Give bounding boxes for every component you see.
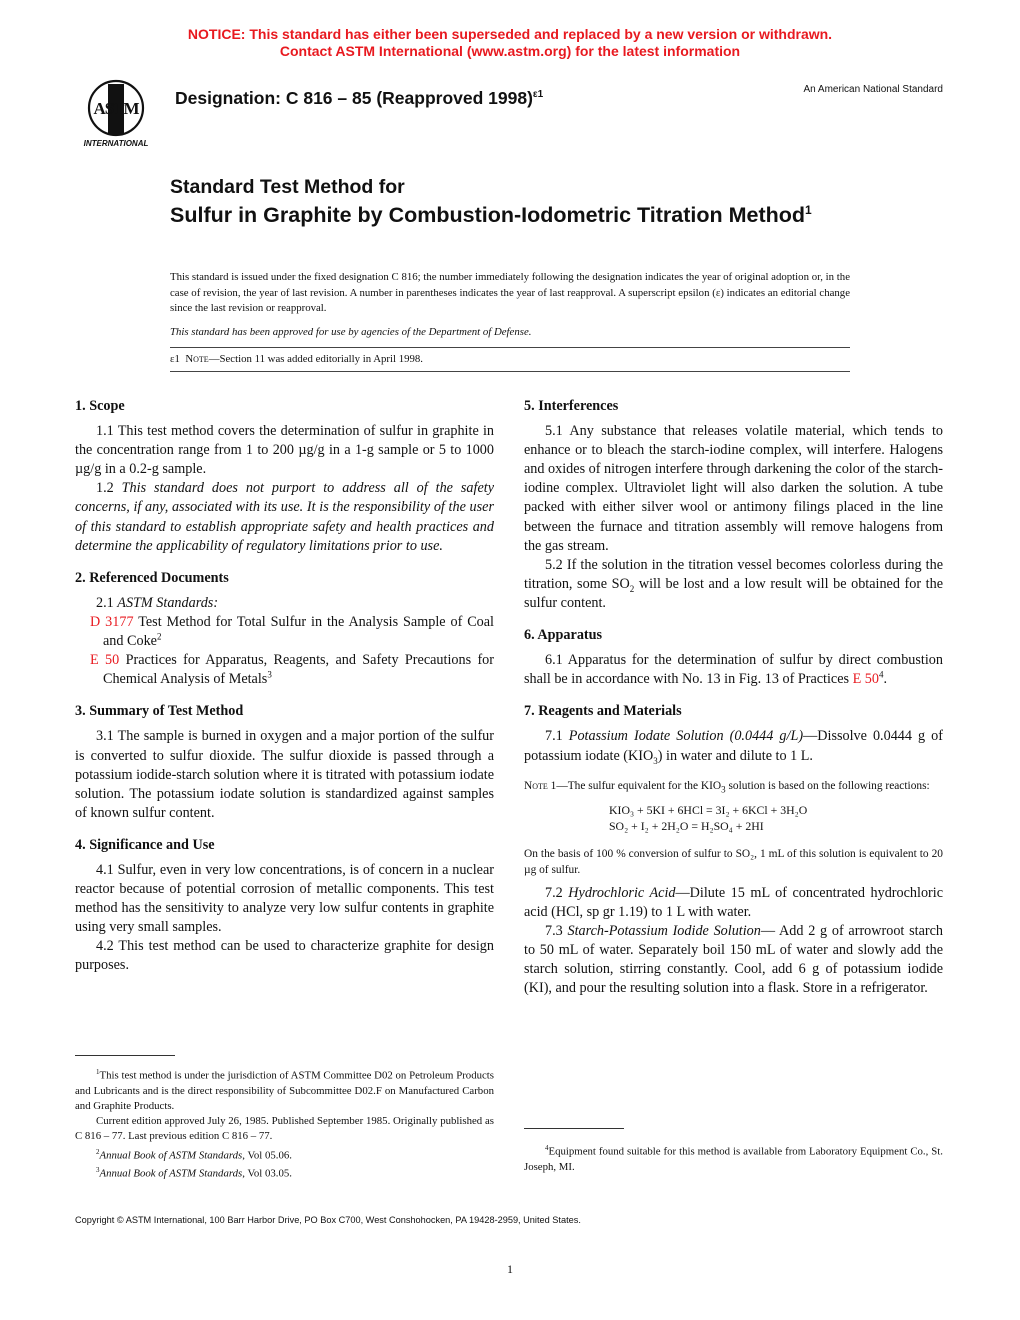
american-national-standard: An American National Standard bbox=[803, 84, 943, 95]
paragraph: 7.3 Starch-Potassium Iodide Solution— Add 2 g of arrowroot starch to 50 mL of water. Separately boil 150 mL of water and slowly add the starch solution, stirring constantly. Cool, add 6 g of potassium iodide (KI), and pour the resulting solution into a flask. Store in a refrigerator. bbox=[524, 922, 943, 997]
paragraph: 7.1 Potassium Iodate Solution (0.0444 g/L)—Dissolve 0.0444 g of potassium iodate $(KIO_3)$ in water and dilute to 1 L. bbox=[524, 728, 943, 766]
logo-caption: INTERNATIONAL bbox=[83, 139, 149, 148]
section-heading: 2. Referenced Documents bbox=[75, 569, 229, 586]
equation-2: SO₂ + I₂ + 2H₂O = H₂SO₄ + 2HI bbox=[609, 818, 764, 833]
paragraph: 2.1 ASTM Standards: bbox=[96, 594, 219, 611]
paragraph: 3.1 The sample is burned in oxygen and a major portion of the sulfur is converted to sulfur dioxide. The sulfur dioxide is passed through a potassium iodide-starch solution where it is titrated with potassium iodate solution. The potassium iodate solution is standardized against samples of known sulfur content. bbox=[75, 728, 494, 821]
section-heading: 1. Scope bbox=[75, 398, 125, 414]
notice-line-2: Contact ASTM International (www.astm.org) for the latest information bbox=[279, 43, 741, 59]
footnotes-right bbox=[524, 1141, 943, 1175]
section-heading: 6. Apparatus bbox=[524, 627, 603, 644]
footnote-rule bbox=[75, 1055, 175, 1056]
footnote: Current edition approved July 26, 1985. Published September 1985. Originally published as C 816 – 77. Last previous edition C 816 – 77. bbox=[75, 1115, 494, 1143]
section-heading: 4. Significance and Use bbox=[75, 836, 215, 853]
note-1: Note 1—The sulfur equivalent for the $KIO_3$ solution is based on the following reactions: bbox=[524, 779, 930, 794]
paragraph: 7.2 Hydrochloric Acid—Dilute 15 mL of concentrated hydrochloric acid (HCl, sp gr 1.19) to 1 L with water. bbox=[524, 884, 943, 920]
paragraph: 4.1 Sulfur, even in very low concentrations, is of concern in a nuclear reactor because of potential corrosion of metallic components. This test method has the sensitivity to analyze very low sulfur contents in graphite using very small samples. bbox=[75, 861, 494, 936]
footnote: $^2$Annual Book of ASTM Standards, Vol 05.06. bbox=[96, 1147, 292, 1162]
paragraph: 1.2 This standard does not purport to address all of the safety concerns, if any, associated with its use. It is the responsibility of the user of this standard to establish appropriate safety and health practices and determine the applicability of regulatory limitations prior to use. bbox=[75, 480, 494, 554]
logo-letters: ASTM bbox=[93, 99, 139, 118]
footnote: $^1$This test method is under the jurisdiction of ASTM Committee D02 on Petroleum Products and Lubricants and is the direct responsibility of Subcommittee D02.F on Manufactured Carbon and Graphite Products. bbox=[75, 1068, 494, 1112]
divider bbox=[170, 347, 850, 348]
issuance-statement: This standard is issued under the fixed designation C 816; the number immediately following the designation indicates the year of original adoption or, in the case of revision, the year of last revision. A number in parentheses indicates the year of last reapproval. A superscript epsilon (ε) indicates an editorial change since the last revision or reapproval. bbox=[170, 271, 850, 314]
section-heading: 3. Summary of Test Method bbox=[75, 703, 244, 720]
page-number: 1 bbox=[507, 1262, 513, 1276]
paragraph: 1.1 This test method covers the determination of sulfur in graphite in the concentration range from 1 to 200 µg/g in a 1-g sample or 5 to 1000 µg/g in a 0.2-g sample. bbox=[75, 423, 494, 478]
designation: Designation: C 816 – 85 (Reapproved 1998)$^{\varepsilon 1}$ bbox=[175, 88, 544, 108]
copyright: Copyright © ASTM International, 100 Barr Harbor Drive, PO Box C700, West Conshohocken, PA 19428-2959, United States. bbox=[75, 1215, 581, 1225]
withdrawal-notice bbox=[0, 26, 1020, 60]
title-line-2: Sulfur in Graphite by Combustion-Iodometric Titration Method$^1$ bbox=[170, 203, 812, 228]
section-heading: 7. Reagents and Materials bbox=[524, 703, 682, 720]
paragraph: 4.2 This test method can be used to characterize graphite for design purposes. bbox=[75, 938, 494, 974]
reference-link[interactable]: E 50 bbox=[90, 652, 120, 669]
reference-link[interactable]: E 50 bbox=[852, 671, 879, 688]
equation-1: KIO₃ + 5KI + 6HCl = 3I₂ + 6KCl + 3H₂O bbox=[609, 802, 808, 817]
reference-item: D 3177 Test Method for Total Sulfur in the Analysis Sample of Coal and Coke$^2$ bbox=[90, 613, 495, 650]
editorial-note: ε1 Note—Section 11 was added editorially in April 1998. bbox=[170, 353, 424, 365]
astm-logo-icon bbox=[68, 78, 164, 150]
paragraph: 6.1 Apparatus for the determination of sulfur by direct combustion shall be in accordance with No. 13 in Fig. 13 of Practices E $50^4$. bbox=[524, 652, 943, 688]
note-basis: On the basis of 100 % conversion of sulfur to SO₂, 1 mL of this solution is equivalent to 20 µg of sulfur. bbox=[524, 847, 943, 876]
left-column bbox=[75, 397, 494, 976]
footnote: $^3$Annual Book of ASTM Standards, Vol 03.05. bbox=[96, 1166, 292, 1180]
paragraph: 5.2 If the solution in the titration vessel becomes colorless during the titration, some $SO_2$ will be lost and a low result will be obtained for the sulfur content. bbox=[524, 556, 943, 611]
dod-approval: This standard has been approved for use by agencies of the Department of Defense. bbox=[170, 326, 532, 338]
reference-item: E 50 Practices for Apparatus, Reagents, and Safety Precautions for Chemical Analysis of Metals$^3$ bbox=[90, 652, 495, 688]
paragraph: 5.1 Any substance that releases volatile material, which tends to enhance or to bleach the starch-iodine complex, will interfere. Halogens and oxides of nitrogen interfere through darkening the color of the starch-iodine complex. Ultraviolet light will also darken the solution. A tube packed with either silver wool or antimony filings placed in the line between the furnace and titration assembly will remove halogens from the gas stream. bbox=[524, 423, 943, 554]
title-line-1: Standard Test Method for bbox=[170, 176, 405, 198]
footnote: $^4$Equipment found suitable for this method is available from Laboratory Equipment Co., St. Joseph, MI. bbox=[524, 1144, 943, 1173]
section-heading: 5. Interferences bbox=[524, 398, 619, 414]
footnote-rule bbox=[524, 1128, 624, 1129]
reference-link[interactable]: D 3177 bbox=[90, 613, 134, 630]
divider bbox=[170, 371, 850, 372]
right-column bbox=[524, 397, 943, 998]
notice-line-1: NOTICE: This standard has either been superseded and replaced by a new version or withdrawn. bbox=[187, 26, 833, 42]
footnotes-left bbox=[75, 1065, 494, 1182]
